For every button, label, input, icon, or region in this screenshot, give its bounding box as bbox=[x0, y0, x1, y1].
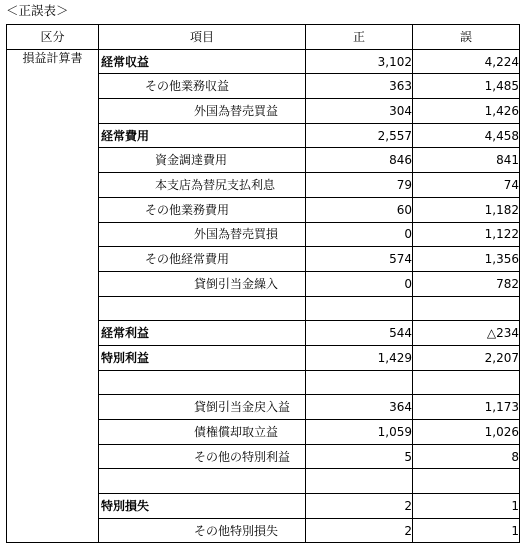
go-value: 1,122 bbox=[413, 222, 520, 247]
go-value: 1 bbox=[413, 494, 520, 519]
go-value: 4,458 bbox=[413, 123, 520, 148]
item-label: その他の特別利益 bbox=[99, 444, 306, 469]
go-value: △234 bbox=[413, 321, 520, 346]
item-label: その他経常費用 bbox=[99, 247, 306, 272]
sei-value: 574 bbox=[306, 247, 413, 272]
go-value bbox=[413, 469, 520, 494]
sei-value: 1,429 bbox=[306, 345, 413, 370]
item-label bbox=[99, 370, 306, 395]
header-item: 項目 bbox=[99, 25, 306, 50]
go-value: 1,485 bbox=[413, 74, 520, 99]
item-label: 特別損失 bbox=[99, 494, 306, 519]
item-label: 経常収益 bbox=[99, 49, 306, 74]
item-label: その他業務収益 bbox=[99, 74, 306, 99]
sei-value: 544 bbox=[306, 321, 413, 346]
item-label: 本支店為替尻支払利息 bbox=[99, 173, 306, 198]
go-value: 2,207 bbox=[413, 345, 520, 370]
table-body bbox=[7, 49, 520, 543]
header-kubun: 区分 bbox=[7, 25, 99, 50]
sei-value: 2 bbox=[306, 494, 413, 519]
item-label: その他業務費用 bbox=[99, 197, 306, 222]
go-value bbox=[413, 296, 520, 321]
sei-value: 363 bbox=[306, 74, 413, 99]
header-row bbox=[7, 25, 520, 50]
header-sei: 正 bbox=[306, 25, 413, 50]
go-value: 1,356 bbox=[413, 247, 520, 272]
go-value: 1 bbox=[413, 518, 520, 543]
go-value bbox=[413, 370, 520, 395]
go-value: 1,426 bbox=[413, 99, 520, 124]
go-value: 841 bbox=[413, 148, 520, 173]
header-go: 誤 bbox=[413, 25, 520, 50]
errata-table bbox=[6, 24, 520, 543]
item-label bbox=[99, 296, 306, 321]
item-label: 貸倒引当金繰入 bbox=[99, 271, 306, 296]
sei-value: 3,102 bbox=[306, 49, 413, 74]
sei-value: 0 bbox=[306, 222, 413, 247]
go-value: 74 bbox=[413, 173, 520, 198]
item-label: その他特別損失 bbox=[99, 518, 306, 543]
item-label: 外国為替売買損 bbox=[99, 222, 306, 247]
go-value: 782 bbox=[413, 271, 520, 296]
item-label: 貸倒引当金戻入益 bbox=[99, 395, 306, 420]
item-label: 外国為替売買益 bbox=[99, 99, 306, 124]
go-value: 1,182 bbox=[413, 197, 520, 222]
item-label: 経常費用 bbox=[99, 123, 306, 148]
sei-value: 846 bbox=[306, 148, 413, 173]
sei-value: 79 bbox=[306, 173, 413, 198]
sei-value bbox=[306, 370, 413, 395]
item-label: 特別利益 bbox=[99, 345, 306, 370]
go-value: 1,173 bbox=[413, 395, 520, 420]
go-value: 8 bbox=[413, 444, 520, 469]
item-label: 債権償却取立益 bbox=[99, 420, 306, 445]
sei-value: 304 bbox=[306, 99, 413, 124]
table-row bbox=[7, 49, 520, 74]
sei-value: 2 bbox=[306, 518, 413, 543]
item-label: 経常利益 bbox=[99, 321, 306, 346]
kubun-cell: 損益計算書 bbox=[7, 49, 99, 543]
sei-value: 60 bbox=[306, 197, 413, 222]
page-title: ＜正誤表＞ bbox=[6, 3, 69, 18]
sei-value bbox=[306, 469, 413, 494]
sei-value: 5 bbox=[306, 444, 413, 469]
go-value: 4,224 bbox=[413, 49, 520, 74]
item-label bbox=[99, 469, 306, 494]
go-value: 1,026 bbox=[413, 420, 520, 445]
item-label: 資金調達費用 bbox=[99, 148, 306, 173]
sei-value: 364 bbox=[306, 395, 413, 420]
sei-value bbox=[306, 296, 413, 321]
sei-value: 2,557 bbox=[306, 123, 413, 148]
sei-value: 0 bbox=[306, 271, 413, 296]
sei-value: 1,059 bbox=[306, 420, 413, 445]
